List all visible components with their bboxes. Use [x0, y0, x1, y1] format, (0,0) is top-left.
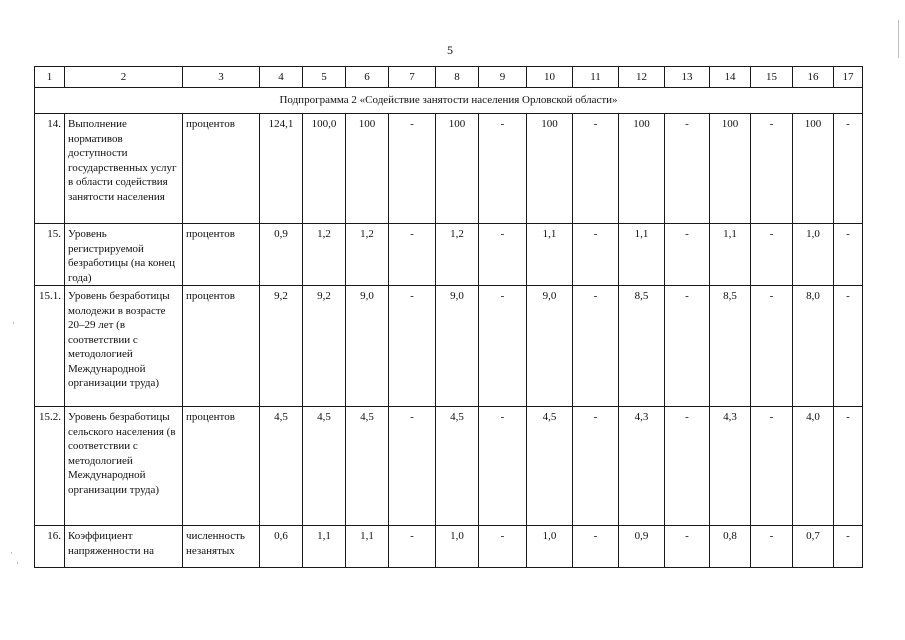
value-cell: 1,0 — [436, 526, 479, 568]
value-cell: - — [834, 407, 863, 526]
column-number: 9 — [479, 67, 527, 88]
value-cell: 100 — [619, 114, 665, 224]
value-cell: 1,0 — [527, 526, 573, 568]
column-number: 6 — [346, 67, 389, 88]
value-cell: - — [573, 286, 619, 407]
value-cell: 0,9 — [260, 224, 303, 286]
column-number: 12 — [619, 67, 665, 88]
value-cell: 1,1 — [303, 526, 346, 568]
value-cell: - — [665, 526, 710, 568]
column-number: 10 — [527, 67, 573, 88]
value-cell: 9,0 — [346, 286, 389, 407]
value-cell: - — [479, 114, 527, 224]
value-cell: - — [573, 224, 619, 286]
value-cell: 1,2 — [436, 224, 479, 286]
indicators-table — [34, 66, 863, 568]
value-cell: - — [665, 224, 710, 286]
value-cell: 100 — [527, 114, 573, 224]
scan-dot: · — [16, 558, 19, 568]
value-cell: 4,3 — [710, 407, 751, 526]
value-cell: 4,3 — [619, 407, 665, 526]
value-cell: 1,2 — [303, 224, 346, 286]
column-number: 8 — [436, 67, 479, 88]
value-cell: 0,8 — [710, 526, 751, 568]
value-cell: - — [834, 286, 863, 407]
row-number: 15.1. — [35, 286, 65, 407]
column-number: 5 — [303, 67, 346, 88]
column-number: 17 — [834, 67, 863, 88]
value-cell: - — [751, 526, 793, 568]
indicator-name: Уровень безработицы молодежи в возрасте 20–29 лет (в соответствии с методологией Международной организации труда) — [65, 286, 183, 407]
unit-cell: процентов — [183, 407, 260, 526]
value-cell: 124,1 — [260, 114, 303, 224]
column-number: 4 — [260, 67, 303, 88]
column-number: 13 — [665, 67, 710, 88]
indicator-name: Уровень безработицы сельского населения (в соответствии с методологией Международной организации труда) — [65, 407, 183, 526]
table-row — [35, 526, 863, 568]
value-cell: - — [665, 286, 710, 407]
indicator-name: Коэффициент напряженности на — [65, 526, 183, 568]
column-number: 14 — [710, 67, 751, 88]
table-row — [35, 286, 863, 407]
unit-cell: процентов — [183, 114, 260, 224]
value-cell: - — [573, 114, 619, 224]
table-row — [35, 407, 863, 526]
page-number: 5 — [447, 43, 453, 57]
column-number: 3 — [183, 67, 260, 88]
value-cell: 0,9 — [619, 526, 665, 568]
value-cell: 9,0 — [436, 286, 479, 407]
value-cell: - — [389, 114, 436, 224]
value-cell: 100 — [346, 114, 389, 224]
value-cell: - — [834, 526, 863, 568]
column-number: 7 — [389, 67, 436, 88]
row-number: 15.2. — [35, 407, 65, 526]
unit-cell: процентов — [183, 224, 260, 286]
scan-dot: · — [12, 318, 15, 328]
value-cell: - — [479, 286, 527, 407]
value-cell: 0,7 — [793, 526, 834, 568]
row-number: 15. — [35, 224, 65, 286]
value-cell: 1,1 — [346, 526, 389, 568]
scan-edge-mark — [898, 20, 899, 58]
value-cell: - — [573, 526, 619, 568]
value-cell: - — [751, 224, 793, 286]
value-cell: 1,1 — [527, 224, 573, 286]
value-cell: - — [479, 526, 527, 568]
column-number: 16 — [793, 67, 834, 88]
value-cell: 4,5 — [527, 407, 573, 526]
value-cell: - — [389, 224, 436, 286]
value-cell: 1,2 — [346, 224, 389, 286]
value-cell: - — [751, 114, 793, 224]
column-numbers-row — [35, 67, 863, 88]
row-number: 14. — [35, 114, 65, 224]
value-cell: 100 — [436, 114, 479, 224]
value-cell: - — [389, 407, 436, 526]
value-cell: - — [479, 407, 527, 526]
value-cell: 4,5 — [260, 407, 303, 526]
value-cell: 4,5 — [346, 407, 389, 526]
value-cell: - — [573, 407, 619, 526]
scan-dot: · — [10, 548, 13, 558]
unit-cell: численность незанятых — [183, 526, 260, 568]
column-number: 1 — [35, 67, 65, 88]
table-row — [35, 224, 863, 286]
value-cell: 4,5 — [436, 407, 479, 526]
value-cell: 4,5 — [303, 407, 346, 526]
column-number: 15 — [751, 67, 793, 88]
value-cell: - — [389, 526, 436, 568]
value-cell: - — [834, 114, 863, 224]
value-cell: 100 — [710, 114, 751, 224]
value-cell: 1,1 — [710, 224, 751, 286]
value-cell: 9,2 — [260, 286, 303, 407]
table-row — [35, 114, 863, 224]
value-cell: 1,0 — [793, 224, 834, 286]
value-cell: - — [479, 224, 527, 286]
value-cell: - — [751, 286, 793, 407]
subprogram-header-row — [35, 88, 863, 114]
unit-cell: процентов — [183, 286, 260, 407]
value-cell: 8,0 — [793, 286, 834, 407]
value-cell: - — [834, 224, 863, 286]
indicator-name: Уровень регистрируемой безработицы (на конец года) — [65, 224, 183, 286]
value-cell: - — [751, 407, 793, 526]
value-cell: - — [665, 407, 710, 526]
value-cell: 0,6 — [260, 526, 303, 568]
value-cell: 100,0 — [303, 114, 346, 224]
row-number: 16. — [35, 526, 65, 568]
indicator-name: Выполнение нормативов доступности государственных услуг в области содействия занятости населения — [65, 114, 183, 224]
value-cell: 9,0 — [527, 286, 573, 407]
subprogram-title: Подпрограмма 2 «Содействие занятости населения Орловской области» — [35, 88, 863, 114]
value-cell: 8,5 — [619, 286, 665, 407]
value-cell: - — [389, 286, 436, 407]
value-cell: 9,2 — [303, 286, 346, 407]
value-cell: 100 — [793, 114, 834, 224]
column-number: 2 — [65, 67, 183, 88]
value-cell: 8,5 — [710, 286, 751, 407]
column-number: 11 — [573, 67, 619, 88]
value-cell: - — [665, 114, 710, 224]
value-cell: 1,1 — [619, 224, 665, 286]
value-cell: 4,0 — [793, 407, 834, 526]
